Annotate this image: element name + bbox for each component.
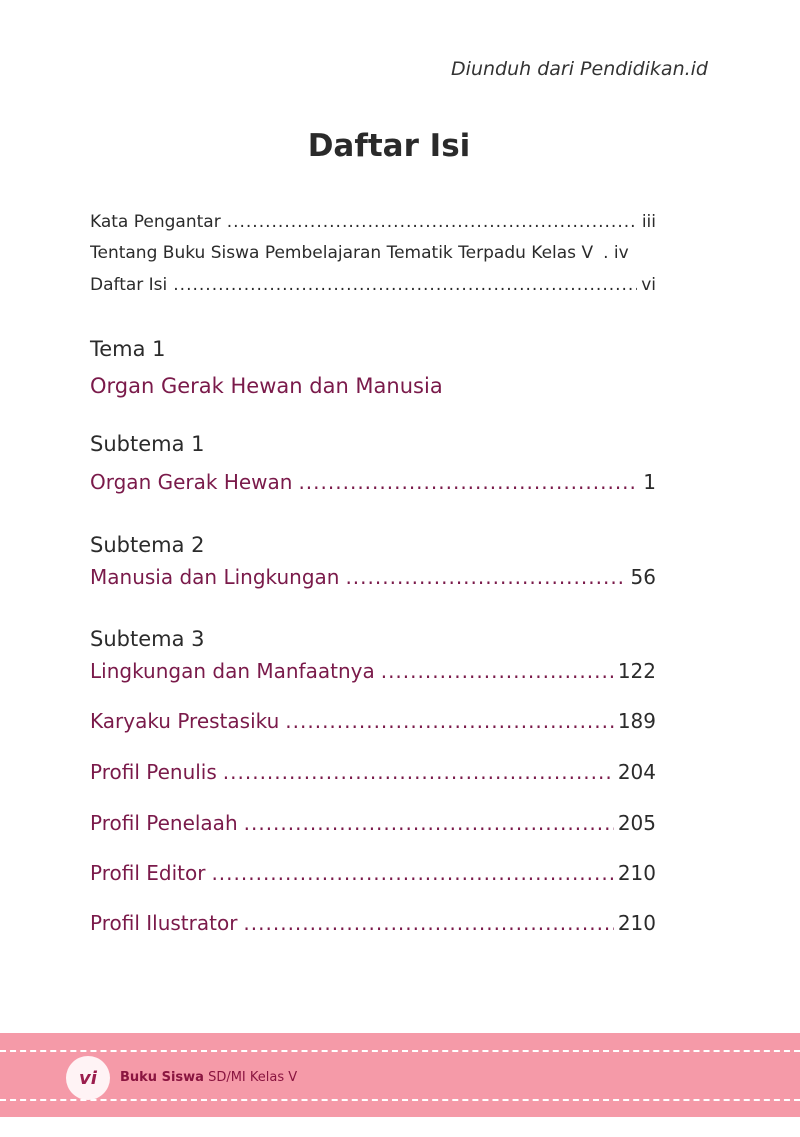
- toc-leader: [211, 861, 613, 885]
- toc-entry[interactable]: [90, 911, 656, 935]
- toc-entry-page: 210: [617, 861, 656, 885]
- toc-leader: [298, 470, 639, 494]
- toc-leader: [227, 212, 638, 232]
- footer-book-level: SD/MI Kelas V: [208, 1070, 298, 1085]
- toc-entry-label: Profil Ilustrator: [90, 911, 238, 935]
- toc-entry-label: Profil Editor: [90, 861, 206, 885]
- toc-entry[interactable]: [90, 275, 656, 295]
- toc-entry-page: 205: [617, 811, 656, 835]
- toc-entry-label: Lingkungan dan Manfaatnya: [90, 659, 375, 683]
- toc-entry-page: 122: [617, 659, 656, 683]
- page-title: Daftar Isi: [307, 128, 471, 164]
- toc-leader: [223, 760, 614, 784]
- toc-entry-page: 56: [630, 565, 656, 589]
- toc-leader: [243, 911, 613, 935]
- toc-entry-page: 210: [617, 911, 656, 935]
- toc-entry-label: Kata Pengantar: [90, 212, 221, 232]
- toc-entry[interactable]: [90, 659, 656, 683]
- toc-leader: [173, 275, 637, 295]
- toc-entry-label: Organ Gerak Hewan: [90, 470, 293, 494]
- watermark-text: Diunduh dari Pendidikan.id: [451, 58, 708, 80]
- theme-title[interactable]: Organ Gerak Hewan dan Manusia: [90, 374, 443, 398]
- toc-entry[interactable]: [90, 861, 656, 885]
- toc-entry-page: 1: [643, 470, 656, 494]
- toc-entry-label: Karyaku Prestasiku: [90, 709, 280, 733]
- toc-entry-page: 204: [617, 760, 656, 784]
- toc-entry-label: Manusia dan Lingkungan: [90, 565, 340, 589]
- toc-entry[interactable]: [90, 470, 656, 494]
- toc-entry[interactable]: [90, 760, 656, 784]
- toc-entry-page: 189: [617, 709, 656, 733]
- footer-dashed-line-top: [0, 1050, 800, 1052]
- page-footer: [0, 1033, 800, 1117]
- toc-entry[interactable]: [90, 243, 656, 263]
- subtheme-heading: Subtema 3: [90, 627, 205, 651]
- footer-book-name: Buku Siswa: [120, 1070, 204, 1085]
- toc-leader: [381, 659, 614, 683]
- toc-entry-label: Profil Penelaah: [90, 811, 238, 835]
- toc-entry-page: . iv: [603, 243, 629, 263]
- toc-entry[interactable]: [90, 811, 656, 835]
- toc-leader: [244, 811, 614, 835]
- toc-entry[interactable]: [90, 709, 656, 733]
- footer-book-title: [120, 1070, 297, 1085]
- toc-entry-page: iii: [641, 212, 656, 232]
- toc-entry-label: Profil Penulis: [90, 760, 217, 784]
- subtheme-heading: Subtema 1: [90, 432, 205, 456]
- toc-leader: [345, 565, 626, 589]
- toc-entry-label: Daftar Isi: [90, 275, 168, 295]
- theme-heading: Tema 1: [90, 337, 166, 361]
- page-number-badge: vi: [66, 1056, 110, 1100]
- subtheme-heading: Subtema 2: [90, 533, 205, 557]
- toc-entry[interactable]: [90, 212, 656, 232]
- toc-leader: [285, 709, 614, 733]
- toc-entry-page: vi: [641, 275, 656, 295]
- toc-entry[interactable]: [90, 565, 656, 589]
- footer-dashed-line-bottom: [0, 1099, 800, 1101]
- toc-entry-label: Tentang Buku Siswa Pembelajaran Tematik Terpadu Kelas V: [90, 243, 594, 263]
